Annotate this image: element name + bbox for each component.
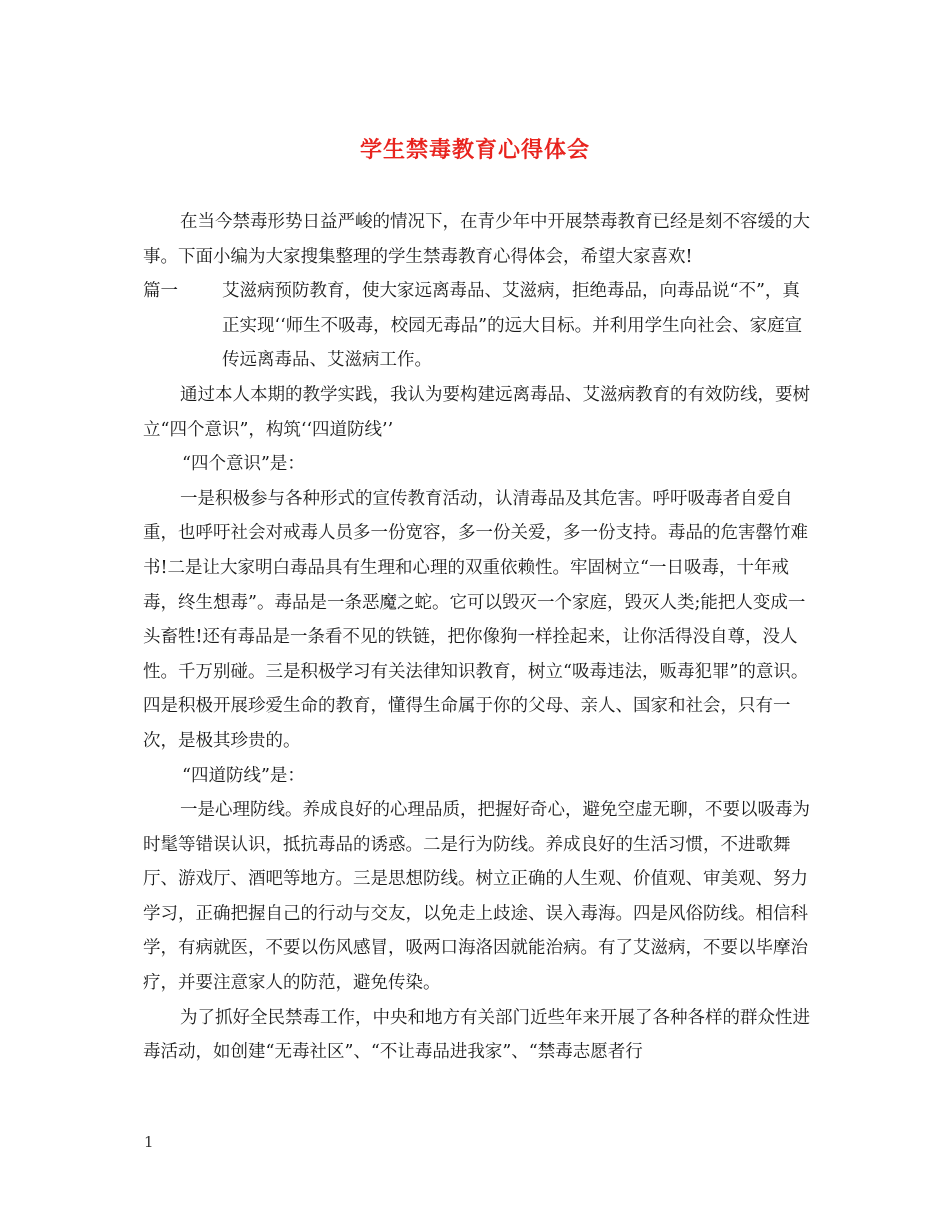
section-label: 篇一 — [143, 281, 178, 302]
page-number: 1 — [144, 1133, 154, 1151]
paragraph-four-awareness: 一是积极参与各种形式的宣传教育活动，认清毒品及其危害。呼吁吸毒者自爱自重，也呼吁社会对戒毒人员多一份宽容，多一份关爱，多一份支持。毒品的危害罄竹难书!二是让大家明白毒品具有生理和心理的双重依赖性。牢固树立“一日吸毒，十年戒毒，终生想毒”。毒品是一条恶魔之蛇。它可以毁灭一个家庭，毁灭人类;能把人变成一头畜牲!还有毒品是一条看不见的铁链，把你像狗一样拴起来，让你活得没自尊，没人性。千万别碰。三是积极学习有关法律知识教育，树立“吸毒违法，贩毒犯罪”的意识。四是积极开展珍爱生命的教育，懂得生命属于你的父母、亲人、国家和社会，只有一次，是极其珍贵的。 — [143, 488, 809, 751]
section-heading-row — [143, 274, 815, 378]
paragraph-four-defenses: 一是心理防线。养成良好的心理品质，把握好奇心，避免空虚无聊，不要以吸毒为时髦等错误认识，抵抗毒品的诱惑。二是行为防线。养成良好的生活习惯，不进歌舞厅、游戏厅、酒吧等地方。三是思想防线。树立正确的人生观、价值观、审美观、努力学习，正确把握自己的行动与交友，以免走上歧途、误入毒海。四是风俗防线。相信科学，有病就医，不要以伤风感冒，吸两口海洛因就能治病。有了艾滋病，不要以毕摩治疗，并要注意家人的防范，避免传染。 — [143, 800, 810, 994]
paragraph-four-defenses-heading: “四道防线”是： — [182, 765, 305, 786]
document-body — [143, 205, 815, 1070]
paragraph-teaching-practice: 通过本人本期的教学实践，我认为要构建远离毒品、艾滋病教育的有效防线，要树立“四个意识”，构筑‘‘四道防线’’ — [143, 384, 810, 440]
paragraph-national-campaign: 为了抓好全民禁毒工作，中央和地方有关部门近些年来开展了各种各样的群众性进毒活动，如创建“无毒社区”、“不让毒品进我家”、“禁毒志愿者行 — [143, 1007, 810, 1063]
document-title: 学生禁毒教育心得体会 — [359, 137, 590, 163]
paragraph-intro: 在当今禁毒形势日益严峻的情况下，在青少年中开展禁毒教育已经是刻不容缓的大事。下面小编为大家搜集整理的学生禁毒教育心得体会，希望大家喜欢! — [143, 212, 810, 267]
section-text: 艾滋病预防教育，使大家远离毒品、艾滋病，拒绝毒品，向毒品说“不”，真正实现‘‘师生不吸毒，校园无毒品”的远大目标。并利用学生向社会、家庭宣传远离毒品、艾滋病工作。 — [222, 281, 803, 371]
paragraph-four-awareness-heading: “四个意识”是： — [182, 454, 305, 475]
